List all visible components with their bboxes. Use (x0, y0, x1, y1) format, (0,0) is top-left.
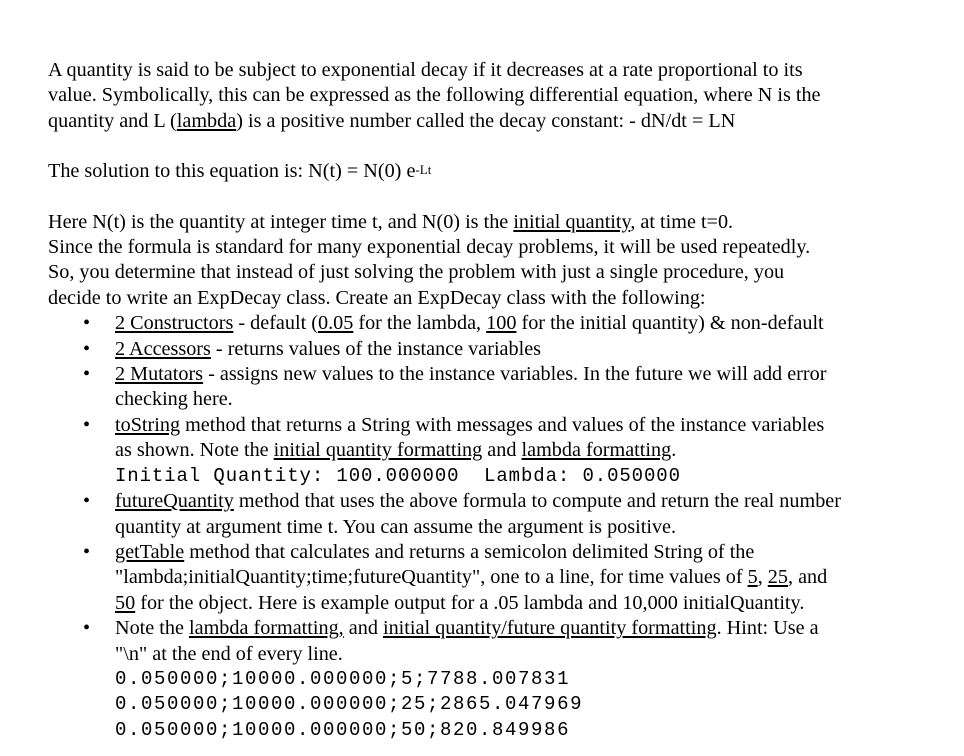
bullet: • (83, 540, 91, 563)
bullet: • (83, 312, 91, 335)
list-item-tostring: • toString method that returns a String with messages and values of the instance variables as shown. Note the initial quantity formatting and lambda formatting. Initial Quantity: 100.000000 Lambda: 0.050000 (48, 413, 948, 489)
para-line-2: Since the formula is standard for many exponential decay problems, it will be used repeatedly. (48, 236, 811, 259)
lambda-link: lambda (176, 109, 237, 132)
list-item-constructors: • 2 Constructors - default (0.05 for the lambda, 100 for the initial quantity) & non-default (48, 311, 948, 336)
initial-quantity-link: initial quantity (513, 210, 631, 233)
list-item-mutators: • 2 Mutators - assigns new values to the instance variables. In the future we will add error checking here. (83, 363, 827, 411)
intro-line-2: value. Symbolically, this can be expressed as the following differential equation, where N is the (48, 84, 821, 107)
para-line-3: So, you determine that instead of just solving the problem with just a single procedure, you (48, 261, 785, 284)
list-item-note: • Note the lambda formatting, and initial quantity/future quantity formatting. Hint: Use a "\n" at the end of every line. 0.050000;10000.000000;5;7788.007831 0.050000;10000.000000;25;2865.047969 0.050000;10000.000000;50;820.849986 (48, 616, 948, 743)
intro-line-1: A quantity is said to be subject to exponential decay if it decreases at a rate proportional to its (48, 59, 803, 81)
list-item-accessors: • 2 Accessors - returns values of the instance variables (48, 337, 948, 362)
list-item-futurequantity: • futureQuantity method that uses the above formula to compute and return the real number quantity at argument time t. You can assume the argument is positive. (83, 490, 841, 538)
tostring-example-output: Initial Quantity: 100.000000 Lambda: 0.050000 (115, 464, 681, 487)
table-example-line-3: 0.050000;10000.000000;50;820.849986 (115, 718, 571, 741)
bullet: • (83, 413, 91, 436)
list-item-gettable: • getTable method that calculates and returns a semicolon delimited String of the "lambda;initialQuantity;time;futureQuantity", one to a line, for time values of 5, 25, and 50 for the object. Here is example output for a .05 lambda and 10,000 initialQuantity. (83, 540, 828, 614)
exponent: -Lt (415, 162, 432, 178)
document (48, 58, 948, 743)
table-example-line-2: 0.050000;10000.000000;25;2865.047969 (115, 693, 584, 716)
bullet: • (83, 490, 91, 513)
solution-equation: The solution to this equation is: N(t) = N(0) $e^{-Lt}$ (48, 160, 432, 183)
requirements-list (48, 311, 948, 743)
bullet: • (83, 363, 91, 386)
para-line-1: Here N(t) is the quantity at integer time t, and N(0) is the initial quantity, at time t=0. (48, 210, 734, 233)
bullet: • (83, 337, 91, 360)
table-example-line-1: 0.050000;10000.000000;5;7788.007831 (115, 667, 571, 690)
intro-line-3: quantity and L (lambda) is a positive number called the decay constant: - dN/dt = LN (48, 109, 736, 132)
bullet: • (83, 617, 91, 640)
para-line-4: decide to write an ExpDecay class. Create an ExpDecay class with the following: (48, 286, 706, 309)
